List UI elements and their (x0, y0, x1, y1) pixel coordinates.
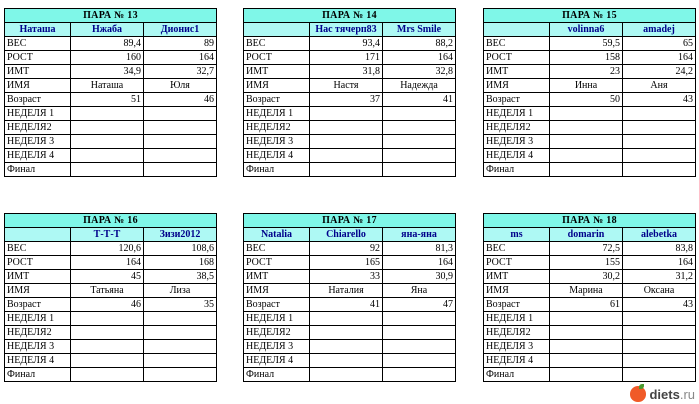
table-row-nedelya2 (244, 326, 456, 340)
cell-vozrast-1[interactable]: 51 (71, 93, 144, 107)
table-row-rost (484, 256, 696, 270)
table-row-imya (244, 284, 456, 298)
table-row-nedelya1 (244, 107, 456, 121)
table-row-nedelya3 (5, 135, 217, 149)
row-label-nedelya1: НЕДЕЛЯ 1 (484, 107, 550, 121)
cell-nedelya4-1[interactable] (550, 149, 623, 163)
cell-nedelya1-1[interactable] (550, 107, 623, 121)
table-row-imya (244, 79, 456, 93)
participant-name-2: volinna6 (550, 23, 623, 37)
row-label-nedelya3: НЕДЕЛЯ 3 (5, 340, 71, 354)
table-row-nedelya1 (5, 312, 217, 326)
pair-title: ПАРА № 15 (484, 9, 696, 23)
cell-nedelya1-2[interactable] (383, 312, 456, 326)
cell-ves-2[interactable]: 65 (623, 37, 696, 51)
row-label-nedelya4: НЕДЕЛЯ 4 (5, 354, 71, 368)
table-row-nedelya1 (484, 312, 696, 326)
cell-nedelya2-2[interactable] (144, 326, 217, 340)
cell-ves-1[interactable]: 120,6 (71, 242, 144, 256)
cell-final-2[interactable] (623, 368, 696, 382)
row-label-nedelya1: НЕДЕЛЯ 1 (484, 312, 550, 326)
cell-final-2[interactable] (383, 368, 456, 382)
table-row-nedelya4 (484, 354, 696, 368)
pair-block-18 (483, 213, 695, 382)
cell-imt-1[interactable]: 30,2 (550, 270, 623, 284)
row-label-imya: ИМЯ (484, 284, 550, 298)
cell-nedelya3-1[interactable] (71, 135, 144, 149)
pair-title: ПАРА № 16 (5, 214, 217, 228)
cell-imt-2[interactable]: 31,2 (623, 270, 696, 284)
row-label-vozrast: Возраст (484, 93, 550, 107)
cell-nedelya2-2[interactable] (623, 326, 696, 340)
pair-title: ПАРА № 13 (5, 9, 217, 23)
cell-final-1[interactable] (310, 368, 383, 382)
cell-vozrast-2[interactable]: 46 (144, 93, 217, 107)
participant-name-3: Зизи2012 (144, 228, 217, 242)
row-label-ves: ВЕС (5, 242, 71, 256)
table-row-nedelya2 (244, 121, 456, 135)
row-label-nedelya2: НЕДЕЛЯ2 (484, 326, 550, 340)
cell-vozrast-2[interactable]: 43 (623, 298, 696, 312)
cell-nedelya3-2[interactable] (383, 340, 456, 354)
table-row-rost (5, 51, 217, 65)
row-label-vozrast: Возраст (484, 298, 550, 312)
cell-rost-1[interactable]: 158 (550, 51, 623, 65)
table-row-nedelya4 (5, 354, 217, 368)
cell-imya-1[interactable]: Инна (550, 79, 623, 93)
cell-nedelya4-2[interactable] (144, 149, 217, 163)
cell-nedelya3-1[interactable] (71, 340, 144, 354)
watermark-domain: .ru (679, 386, 695, 402)
pair-table-16 (4, 213, 217, 382)
cell-vozrast-2[interactable]: 47 (383, 298, 456, 312)
table-row-title (484, 214, 696, 228)
row-label-vozrast: Возраст (5, 298, 71, 312)
participant-name-1: Наташа (5, 23, 71, 37)
table-row-nedelya3 (244, 135, 456, 149)
cell-ves-1[interactable]: 89,4 (71, 37, 144, 51)
table-row-nedelya3 (5, 340, 217, 354)
pair-table-13 (4, 8, 217, 177)
participant-name-3: alebetka (623, 228, 696, 242)
participant-name-3: amadej (623, 23, 696, 37)
cell-ves-1[interactable]: 93,4 (310, 37, 383, 51)
table-row-imya (484, 79, 696, 93)
row-label-ves: ВЕС (244, 242, 310, 256)
table-row-nedelya3 (484, 135, 696, 149)
cell-nedelya4-1[interactable] (550, 354, 623, 368)
table-row-ves (5, 37, 217, 51)
pair-block-17 (243, 213, 455, 382)
cell-nedelya3-2[interactable] (144, 135, 217, 149)
row-label-nedelya3: НЕДЕЛЯ 3 (5, 135, 71, 149)
cell-vozrast-1[interactable]: 37 (310, 93, 383, 107)
pair-block-13 (4, 8, 216, 177)
row-label-imya: ИМЯ (244, 284, 310, 298)
cell-nedelya2-1[interactable] (310, 326, 383, 340)
participant-name-1 (484, 23, 550, 37)
table-row-imt (244, 65, 456, 79)
cell-rost-1[interactable]: 171 (310, 51, 383, 65)
table-row-final (5, 163, 217, 177)
cell-imt-2[interactable]: 38,5 (144, 270, 217, 284)
cell-ves-2[interactable]: 108,6 (144, 242, 217, 256)
table-row-vozrast (5, 298, 217, 312)
cell-rost-1[interactable]: 155 (550, 256, 623, 270)
cell-nedelya3-1[interactable] (310, 340, 383, 354)
row-label-final: Финал (5, 163, 71, 177)
table-row-imt (5, 65, 217, 79)
cell-rost-1[interactable]: 164 (71, 256, 144, 270)
table-row-title (244, 9, 456, 23)
row-label-nedelya1: НЕДЕЛЯ 1 (5, 107, 71, 121)
cell-imt-1[interactable]: 34,9 (71, 65, 144, 79)
table-row-final (244, 163, 456, 177)
row-label-rost: РОСТ (484, 256, 550, 270)
table-row-ves (244, 37, 456, 51)
table-row-rost (5, 256, 217, 270)
row-label-ves: ВЕС (484, 37, 550, 51)
row-label-nedelya2: НЕДЕЛЯ2 (484, 121, 550, 135)
cell-imya-2[interactable]: Яна (383, 284, 456, 298)
participant-name-3: Дионис1 (144, 23, 217, 37)
table-row-title (5, 9, 217, 23)
table-row-final (484, 163, 696, 177)
apple-icon (630, 386, 646, 402)
table-row-vozrast (244, 93, 456, 107)
row-label-imt: ИМТ (5, 65, 71, 79)
table-row-nedelya2 (484, 121, 696, 135)
pair-block-15 (483, 8, 695, 177)
row-label-vozrast: Возраст (5, 93, 71, 107)
watermark-brand: diets (649, 386, 680, 402)
cell-vozrast-1[interactable]: 50 (550, 93, 623, 107)
row-label-nedelya1: НЕДЕЛЯ 1 (244, 107, 310, 121)
cell-nedelya4-2[interactable] (383, 149, 456, 163)
cell-vozrast-2[interactable]: 41 (383, 93, 456, 107)
pair-table-18 (483, 213, 696, 382)
row-label-ves: ВЕС (484, 242, 550, 256)
cell-imya-2[interactable]: Надежда (383, 79, 456, 93)
row-label-nedelya2: НЕДЕЛЯ2 (244, 326, 310, 340)
cell-imt-2[interactable]: 30,9 (383, 270, 456, 284)
row-label-rost: РОСТ (244, 51, 310, 65)
cell-nedelya2-2[interactable] (383, 121, 456, 135)
cell-imya-2[interactable]: Аня (623, 79, 696, 93)
table-row-nedelya1 (484, 107, 696, 121)
row-label-final: Финал (244, 163, 310, 177)
cell-ves-1[interactable]: 72,5 (550, 242, 623, 256)
table-row-nedelya2 (484, 326, 696, 340)
cell-imya-1[interactable]: Настя (310, 79, 383, 93)
row-label-nedelya4: НЕДЕЛЯ 4 (484, 149, 550, 163)
row-label-final: Финал (5, 368, 71, 382)
cell-imt-2[interactable]: 32,8 (383, 65, 456, 79)
table-row-vozrast (484, 298, 696, 312)
cell-final-1[interactable] (71, 163, 144, 177)
participant-name-3: яна-яна (383, 228, 456, 242)
pair-title: ПАРА № 18 (484, 214, 696, 228)
table-row-nedelya4 (244, 354, 456, 368)
row-label-ves: ВЕС (244, 37, 310, 51)
cell-final-1[interactable] (310, 163, 383, 177)
table-row-ves (484, 242, 696, 256)
cell-nedelya1-1[interactable] (310, 107, 383, 121)
row-label-nedelya2: НЕДЕЛЯ2 (244, 121, 310, 135)
cell-nedelya2-2[interactable] (383, 326, 456, 340)
cell-imya-2[interactable]: Лиза (144, 284, 217, 298)
cell-ves-2[interactable]: 81,3 (383, 242, 456, 256)
table-row-title (5, 214, 217, 228)
table-row-names (484, 228, 696, 242)
row-label-nedelya4: НЕДЕЛЯ 4 (484, 354, 550, 368)
row-label-final: Финал (484, 368, 550, 382)
cell-nedelya2-1[interactable] (71, 326, 144, 340)
cell-nedelya4-1[interactable] (71, 354, 144, 368)
cell-imt-1[interactable]: 23 (550, 65, 623, 79)
cell-nedelya1-1[interactable] (550, 312, 623, 326)
cell-nedelya4-2[interactable] (144, 354, 217, 368)
table-row-rost (244, 256, 456, 270)
row-label-nedelya2: НЕДЕЛЯ2 (5, 121, 71, 135)
cell-final-2[interactable] (144, 368, 217, 382)
participant-name-2: Нас тячерп83 (310, 23, 383, 37)
cell-imt-1[interactable]: 45 (71, 270, 144, 284)
row-label-imya: ИМЯ (5, 284, 71, 298)
row-label-imt: ИМТ (244, 270, 310, 284)
row-label-imt: ИМТ (5, 270, 71, 284)
cell-nedelya2-1[interactable] (550, 121, 623, 135)
cell-nedelya3-2[interactable] (623, 340, 696, 354)
table-row-final (244, 368, 456, 382)
cell-nedelya2-2[interactable] (623, 121, 696, 135)
cell-rost-2[interactable]: 164 (623, 51, 696, 65)
row-label-rost: РОСТ (244, 256, 310, 270)
cell-nedelya3-1[interactable] (310, 135, 383, 149)
table-row-ves (244, 242, 456, 256)
table-row-title (244, 214, 456, 228)
cell-nedelya3-2[interactable] (383, 135, 456, 149)
cell-vozrast-1[interactable]: 41 (310, 298, 383, 312)
table-row-final (484, 368, 696, 382)
table-row-names (5, 228, 217, 242)
row-label-nedelya1: НЕДЕЛЯ 1 (244, 312, 310, 326)
row-label-imya: ИМЯ (484, 79, 550, 93)
cell-vozrast-2[interactable]: 35 (144, 298, 217, 312)
cell-imya-1[interactable]: Наталия (310, 284, 383, 298)
table-row-nedelya4 (484, 149, 696, 163)
table-row-nedelya3 (244, 340, 456, 354)
table-row-vozrast (5, 93, 217, 107)
cell-final-1[interactable] (71, 368, 144, 382)
table-row-names (5, 23, 217, 37)
cell-nedelya4-2[interactable] (623, 354, 696, 368)
table-row-vozrast (484, 93, 696, 107)
row-label-nedelya3: НЕДЕЛЯ 3 (484, 135, 550, 149)
pair-block-14 (243, 8, 455, 177)
table-row-nedelya2 (5, 326, 217, 340)
participant-name-2: Т-Т-Т (71, 228, 144, 242)
row-label-imya: ИМЯ (244, 79, 310, 93)
cell-imt-2[interactable]: 24,2 (623, 65, 696, 79)
row-label-rost: РОСТ (5, 51, 71, 65)
cell-nedelya1-2[interactable] (144, 312, 217, 326)
participant-name-1: Natalia (244, 228, 310, 242)
cell-ves-1[interactable]: 92 (310, 242, 383, 256)
cell-final-1[interactable] (550, 368, 623, 382)
cell-rost-2[interactable]: 164 (383, 51, 456, 65)
row-label-imya: ИМЯ (5, 79, 71, 93)
row-label-nedelya4: НЕДЕЛЯ 4 (244, 354, 310, 368)
cell-imya-1[interactable]: Наташа (71, 79, 144, 93)
cell-nedelya2-1[interactable] (550, 326, 623, 340)
table-row-rost (244, 51, 456, 65)
cell-nedelya3-2[interactable] (623, 135, 696, 149)
cell-nedelya1-2[interactable] (623, 312, 696, 326)
table-row-nedelya1 (244, 312, 456, 326)
cell-rost-2[interactable]: 164 (623, 256, 696, 270)
pair-table-17 (243, 213, 456, 382)
table-row-final (5, 368, 217, 382)
cell-final-1[interactable] (550, 163, 623, 177)
cell-imya-2[interactable]: Оксана (623, 284, 696, 298)
cell-nedelya4-1[interactable] (310, 149, 383, 163)
cell-imya-2[interactable]: Юля (144, 79, 217, 93)
cell-nedelya1-1[interactable] (310, 312, 383, 326)
cell-nedelya3-2[interactable] (144, 340, 217, 354)
pair-table-15 (483, 8, 696, 177)
table-row-vozrast (244, 298, 456, 312)
cell-nedelya1-2[interactable] (383, 107, 456, 121)
cell-final-2[interactable] (383, 163, 456, 177)
row-label-nedelya2: НЕДЕЛЯ2 (5, 326, 71, 340)
row-label-ves: ВЕС (5, 37, 71, 51)
cell-ves-1[interactable]: 59,5 (550, 37, 623, 51)
row-label-rost: РОСТ (5, 256, 71, 270)
cell-rost-2[interactable]: 164 (383, 256, 456, 270)
participant-name-1 (5, 228, 71, 242)
cell-nedelya4-1[interactable] (71, 149, 144, 163)
table-row-imya (484, 284, 696, 298)
cell-vozrast-2[interactable]: 43 (623, 93, 696, 107)
row-label-imt: ИМТ (244, 65, 310, 79)
cell-imt-2[interactable]: 32,7 (144, 65, 217, 79)
table-row-imya (5, 79, 217, 93)
cell-ves-2[interactable]: 83,8 (623, 242, 696, 256)
table-row-nedelya1 (5, 107, 217, 121)
row-label-nedelya3: НЕДЕЛЯ 3 (484, 340, 550, 354)
table-row-names (244, 228, 456, 242)
row-label-rost: РОСТ (484, 51, 550, 65)
cell-nedelya4-2[interactable] (383, 354, 456, 368)
cell-nedelya2-1[interactable] (71, 121, 144, 135)
table-row-nedelya3 (484, 340, 696, 354)
row-label-final: Финал (484, 163, 550, 177)
participant-name-2: domarin (550, 228, 623, 242)
participant-name-1 (244, 23, 310, 37)
row-label-nedelya3: НЕДЕЛЯ 3 (244, 340, 310, 354)
cell-nedelya1-1[interactable] (71, 107, 144, 121)
cell-ves-2[interactable]: 89 (144, 37, 217, 51)
cell-rost-2[interactable]: 164 (144, 51, 217, 65)
participant-name-3: Mrs Smile (383, 23, 456, 37)
row-label-nedelya4: НЕДЕЛЯ 4 (5, 149, 71, 163)
table-row-imt (484, 270, 696, 284)
table-row-nedelya4 (244, 149, 456, 163)
cell-vozrast-1[interactable]: 46 (71, 298, 144, 312)
participant-name-2: Chiarello (310, 228, 383, 242)
cell-imya-1[interactable]: Татьяна (71, 284, 144, 298)
table-row-ves (484, 37, 696, 51)
cell-nedelya2-1[interactable] (310, 121, 383, 135)
row-label-nedelya4: НЕДЕЛЯ 4 (244, 149, 310, 163)
cell-rost-1[interactable]: 165 (310, 256, 383, 270)
cell-final-2[interactable] (144, 163, 217, 177)
cell-final-2[interactable] (623, 163, 696, 177)
cell-imt-1[interactable]: 33 (310, 270, 383, 284)
table-row-title (484, 9, 696, 23)
pair-title: ПАРА № 17 (244, 214, 456, 228)
cell-nedelya1-2[interactable] (144, 107, 217, 121)
row-label-imt: ИМТ (484, 270, 550, 284)
row-label-nedelya3: НЕДЕЛЯ 3 (244, 135, 310, 149)
table-row-nedelya2 (5, 121, 217, 135)
row-label-nedelya1: НЕДЕЛЯ 1 (5, 312, 71, 326)
cell-nedelya3-1[interactable] (550, 340, 623, 354)
row-label-vozrast: Возраст (244, 298, 310, 312)
watermark (630, 386, 695, 402)
cell-vozrast-1[interactable]: 61 (550, 298, 623, 312)
row-label-final: Финал (244, 368, 310, 382)
participant-name-1: ms (484, 228, 550, 242)
table-row-names (484, 23, 696, 37)
table-row-names (244, 23, 456, 37)
cell-nedelya4-2[interactable] (623, 149, 696, 163)
watermark-text (649, 387, 695, 402)
cell-rost-2[interactable]: 168 (144, 256, 217, 270)
cell-nedelya3-1[interactable] (550, 135, 623, 149)
table-row-rost (484, 51, 696, 65)
pair-title: ПАРА № 14 (244, 9, 456, 23)
participant-name-2: Нжаба (71, 23, 144, 37)
cell-ves-2[interactable]: 88,2 (383, 37, 456, 51)
cell-nedelya1-2[interactable] (623, 107, 696, 121)
pair-block-16 (4, 213, 216, 382)
table-row-imya (5, 284, 217, 298)
cell-rost-1[interactable]: 160 (71, 51, 144, 65)
cell-nedelya4-1[interactable] (310, 354, 383, 368)
cell-imt-1[interactable]: 31,8 (310, 65, 383, 79)
row-label-imt: ИМТ (484, 65, 550, 79)
row-label-vozrast: Возраст (244, 93, 310, 107)
cell-nedelya2-2[interactable] (144, 121, 217, 135)
table-row-imt (244, 270, 456, 284)
pair-table-14 (243, 8, 456, 177)
table-row-imt (5, 270, 217, 284)
table-row-imt (484, 65, 696, 79)
cell-nedelya1-1[interactable] (71, 312, 144, 326)
cell-imya-1[interactable]: Марина (550, 284, 623, 298)
table-row-nedelya4 (5, 149, 217, 163)
table-row-ves (5, 242, 217, 256)
